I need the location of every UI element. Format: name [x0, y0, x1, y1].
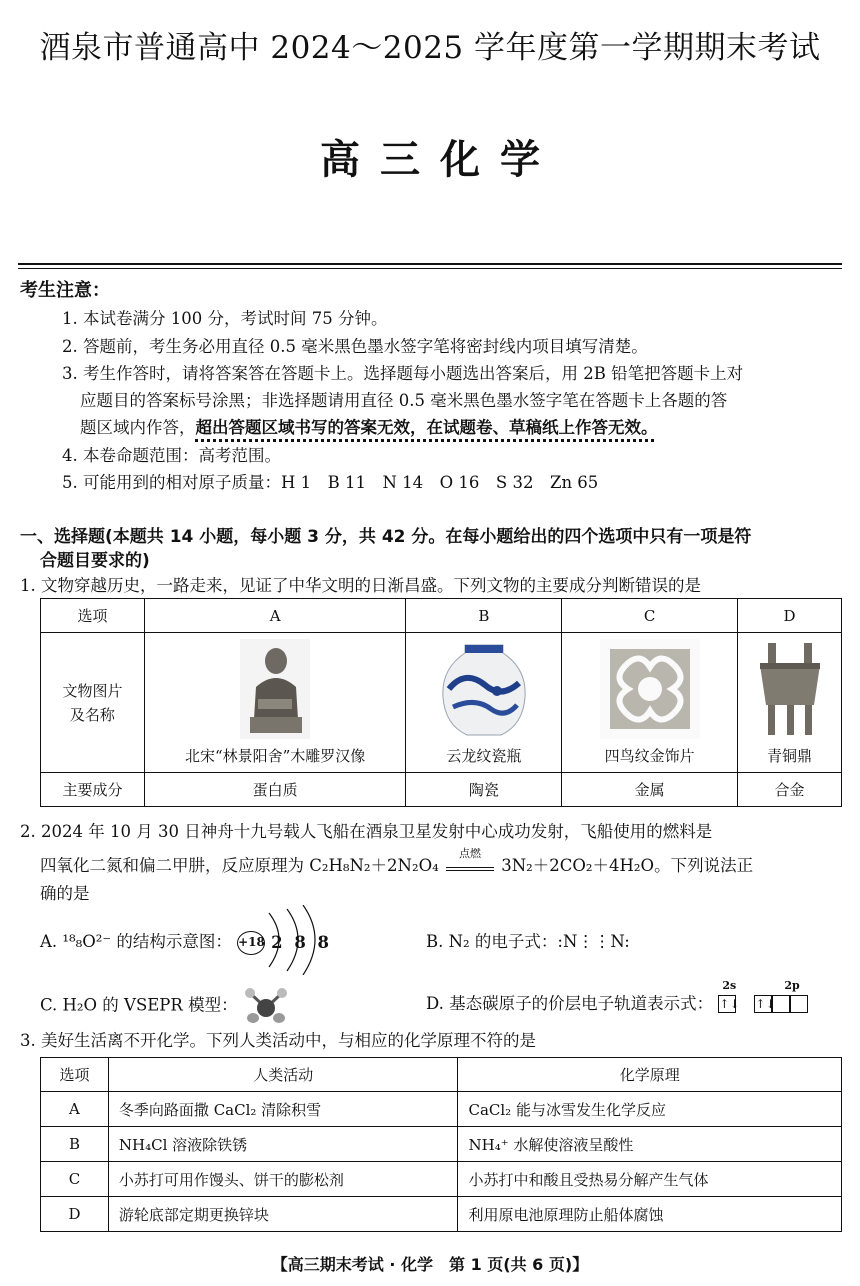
q3-activity: 冬季向路面撒 CaCl₂ 清除积雪	[108, 1092, 458, 1127]
section-heading: 一、选择题(本题共 14 小题，每小题 3 分，共 42 分。在每小题给出的四个选项中只有一项是符	[20, 527, 752, 547]
q3-opt: C	[41, 1162, 109, 1197]
electron-shell-arcs	[263, 905, 323, 975]
exam-title: 酒泉市普通高中 2024～2025 学年度第一学期期末考试	[39, 30, 821, 66]
orbital-2p-box-3	[790, 995, 808, 1013]
q3-principle: CaCl₂ 能与冰雪发生化学反应	[458, 1092, 842, 1127]
notice-item-4: 4. 本卷命题范围：高考范围。	[62, 446, 281, 465]
q1-cell-c	[562, 633, 738, 773]
q3-stem: 3. 美好生活离不开化学。下列人类活动中，与相应的化学原理不符的是	[20, 1031, 536, 1050]
q2-option-a-text: A. ¹⁸₈O²⁻ 的结构示意图：	[40, 932, 232, 951]
section-heading-cont: 合题目要求的)	[40, 551, 150, 571]
orbital-diagram	[718, 978, 836, 1015]
q1-comp-a: 蛋白质	[144, 773, 406, 807]
notice-heading: 考生注意：	[20, 280, 110, 301]
q2-stem-2	[40, 847, 754, 876]
atom-nucleus: +18	[237, 931, 265, 955]
notice-item-5: 5. 可能用到的相对原子质量：H 1 B 11 N 14 O 16 S 32 Zn 65	[62, 473, 599, 492]
divider-thick	[18, 263, 842, 265]
q1-name-c: 四鸟纹金饰片	[604, 747, 695, 765]
q1-header-a: A	[144, 599, 406, 633]
q2-option-d-text: D. 基态碳原子的价层电子轨道表示式：	[426, 994, 714, 1013]
wood-arhat-statue-image	[240, 639, 310, 739]
q1-comp-b: 陶瓷	[406, 773, 562, 807]
divider-thin	[18, 268, 842, 269]
q1-header-d: D	[738, 599, 842, 633]
q1-name-a: 北宋“林景阳舍”木雕罗汉像	[184, 747, 366, 765]
table-row	[41, 1092, 842, 1127]
orbital-2p-box-2	[772, 995, 790, 1013]
q1-table	[40, 598, 842, 807]
notice-item-2: 2. 答题前，考生务必用直径 0.5 毫米黑色墨水签字笔将密封线内项目填写清楚。	[62, 337, 648, 356]
q3-activity: 小苏打可用作馒头、饼干的膨松剂	[108, 1162, 458, 1197]
gold-ornament-image	[600, 639, 700, 739]
q1-comp-label: 主要成分	[41, 773, 145, 807]
atom-structure-diagram	[237, 931, 347, 955]
q2-option-d	[426, 978, 836, 1015]
q2-option-a	[40, 928, 347, 955]
q2-stem-3: 确的是	[40, 884, 90, 903]
q2-option-c-text: C. H₂O 的 VSEPR 模型：	[40, 995, 238, 1015]
q3-opt: A	[41, 1092, 109, 1127]
q3-activity: NH₄Cl 溶液除铁锈	[108, 1127, 458, 1162]
table-row	[41, 1197, 842, 1232]
subject-title: 高三化学	[320, 137, 560, 183]
orbital-2p-box-1: ↑↓	[755, 996, 776, 1011]
orbital-2s-label: 2s	[722, 978, 737, 992]
q1-comp-c: 金属	[562, 773, 738, 807]
q1-name-d: 青铜鼎	[767, 747, 813, 765]
notice-warning: 超出答题区域书写的答案无效，在试题卷、草稿纸上作答无效。	[195, 418, 658, 437]
q1-cell-a	[144, 633, 406, 773]
notice-item-1: 1. 本试卷满分 100 分，考试时间 75 分钟。	[62, 309, 388, 328]
q3-opt: D	[41, 1197, 109, 1232]
q3-activity: 游轮底部定期更换锌块	[108, 1197, 458, 1232]
q3-opt: B	[41, 1127, 109, 1162]
page-footer: 【高三期末考试 · 化学 第 1 页(共 6 页)】	[271, 1255, 589, 1274]
q1-name-b: 云龙纹瓷瓶	[446, 747, 522, 765]
atom-shells: 2 8 8	[271, 932, 333, 952]
q3-table	[40, 1057, 842, 1232]
orbital-2p-label: 2p	[784, 978, 800, 992]
q3-header-principle: 化学原理	[458, 1058, 842, 1092]
vsepr-model-icon	[243, 986, 289, 1026]
table-row	[41, 1162, 842, 1197]
table-row	[41, 1127, 842, 1162]
porcelain-vase-image	[435, 639, 533, 739]
notice-item-3-cont2	[80, 414, 658, 438]
bronze-ding-image	[754, 639, 826, 739]
q2-option-b: B. N₂ 的电子式：:N⋮⋮N:	[426, 932, 630, 951]
orbital-2s-box: ↑↓	[719, 996, 740, 1011]
q3-header-activity: 人类活动	[108, 1058, 458, 1092]
q2-reaction-right: 3N₂＋2CO₂＋4H₂O。下列说法正	[501, 856, 754, 875]
q1-stem: 1. 文物穿越历史，一路走来，见证了中华文明的日渐昌盛。下列文物的主要成分判断错误的是	[20, 576, 701, 595]
notice-item-3-text: 题区域内作答，	[80, 418, 196, 437]
q3-principle: 利用原电池原理防止船体腐蚀	[458, 1197, 842, 1232]
q1-comp-d: 合金	[738, 773, 842, 807]
notice-item-3: 3. 考生作答时，请将答案答在答题卡上。选择题每小题选出答案后，用 2B 铅笔把答题卡上对	[62, 364, 744, 383]
q2-reaction-left: 四氧化二氮和偏二甲肼，反应原理为 C₂H₈N₂＋2N₂O₄	[40, 856, 439, 875]
q3-principle: 小苏打中和酸且受热易分解产生气体	[458, 1162, 842, 1197]
q1-header-option: 选项	[41, 599, 145, 633]
q2-option-c	[40, 986, 289, 1026]
q1-header-b: B	[406, 599, 562, 633]
q1-cell-d	[738, 633, 842, 773]
q1-row-label: 文物图片及名称	[41, 633, 145, 773]
q2-condition: 点燃	[458, 847, 481, 860]
notice-item-3-cont: 应题目的答案标号涂黑；非选择题请用直径 0.5 毫米黑色墨水签字笔在答题卡上各题的答	[80, 391, 728, 410]
q2-stem-1: 2. 2024 年 10 月 30 日神舟十九号载人飞船在酒泉卫星发射中心成功发射，飞船使用的燃料是	[20, 822, 713, 841]
q3-principle: NH₄⁺ 水解使溶液呈酸性	[458, 1127, 842, 1162]
q3-header-option: 选项	[41, 1058, 109, 1092]
q2-arrow	[446, 847, 494, 871]
q1-header-c: C	[562, 599, 738, 633]
q1-cell-b	[406, 633, 562, 773]
